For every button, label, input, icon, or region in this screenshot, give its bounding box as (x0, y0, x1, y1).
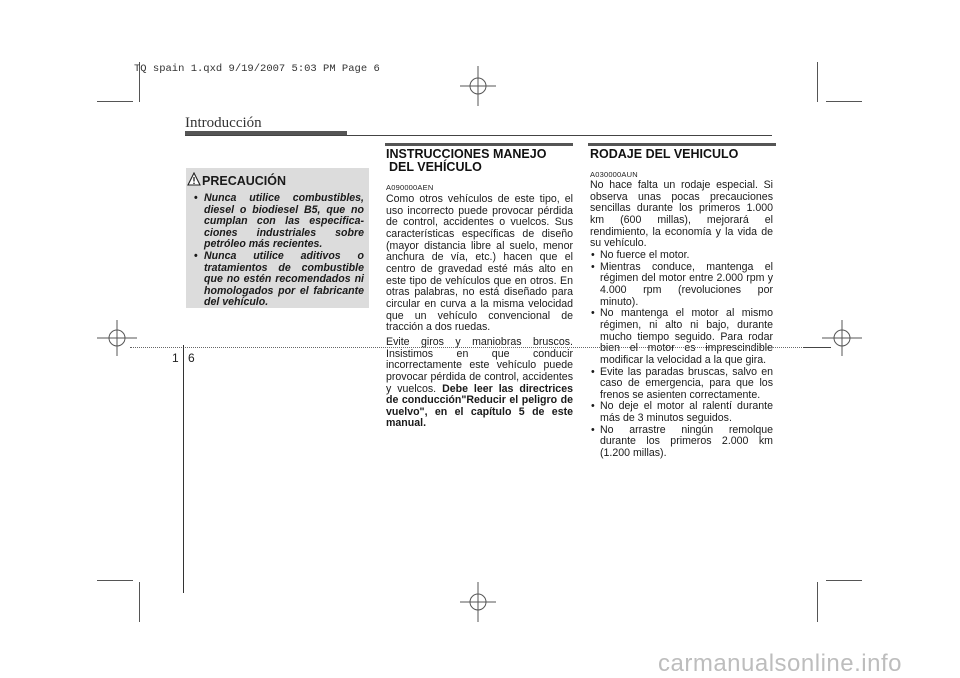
registration-mark-icon (458, 66, 498, 106)
list-item (590, 308, 773, 366)
list-item (590, 425, 773, 460)
paragraph: Como otros vehículos de este tipo, el uso incorrecto puede provocar pérdida de control, accidentes o vuelcos. Sus características específicas de diseño (mayor distancia libre al suelo, menor anchura de vía, etc.) hacen que el centro de gravedad esté más alto en este tipo de vehículos que en otros. En otras palabras, no está diseñado para circular en curva a la misma velocidad que un vehículo convencional de tracción a dos ruedas. (386, 193, 573, 334)
precaution-item-text: Nunca utilice aditivos o tratamientos de combustible que no estén recomendados ni homologados por el fabricante del vehículo. (204, 249, 364, 309)
section-body-driving (386, 194, 573, 433)
list-item-text: No deje el motor al ralentí durante más de 3 minutos seguidos. (600, 400, 773, 425)
paragraph (386, 337, 573, 430)
registration-mark-icon (822, 318, 862, 358)
crop-mark (817, 62, 818, 102)
crop-mark (826, 580, 862, 581)
folio-separator (183, 345, 184, 593)
bullet: • (194, 192, 198, 204)
breakin-list (590, 250, 773, 460)
watermark: carmanualsonline.info (658, 650, 902, 677)
precaution-list (194, 193, 364, 309)
chapter-number: 1 (172, 351, 179, 365)
list-item-text: No fuerce el motor. (600, 248, 690, 261)
registration-mark-icon (458, 582, 498, 622)
crop-mark (97, 101, 133, 102)
section-code: A030000AUN (590, 170, 638, 179)
crop-mark (97, 580, 133, 581)
section-title-line: DEL VEHÍCULO (389, 159, 482, 174)
section-title-breakin: RODAJE DEL VEHICULO (590, 147, 739, 161)
bullet: • (591, 423, 595, 436)
list-item-text: No mantenga el motor al mismo régimen, ni alto ni bajo, durante mucho tiempo seguido. Para rodar bien el motor es imprescindible modificar la velocidad a la que gira. (600, 307, 773, 366)
registration-mark-icon (97, 318, 137, 358)
precaution-box (186, 168, 369, 308)
section-title-line: INSTRUCCIONES MANEJO (386, 147, 547, 161)
footer-rule-end (803, 347, 831, 348)
precaution-item-text: Nunca utilice combustibles, diesel o biodiesel B5, que no cumplan con las especifica-ciones industriales sobre petróleo más recientes. (204, 192, 364, 251)
bullet: • (591, 260, 595, 273)
list-item (590, 401, 773, 424)
page-number: 6 (188, 351, 195, 365)
section-body-breakin (590, 180, 773, 460)
warning-triangle-icon (187, 172, 201, 186)
bullet: • (194, 249, 198, 262)
paragraph-emphasis: Debe leer las directrices de conducción"Reducir el peligro de vuelvo", en el capítulo 5 de este manual. (386, 382, 573, 430)
list-item-text: Evite las paradas bruscas, salvo en caso de emergencia, para que los frenos se asienten correctamente. (600, 365, 773, 401)
section-title-driving (386, 148, 546, 173)
bullet: • (591, 400, 595, 413)
bullet: • (591, 365, 595, 378)
crop-mark (826, 101, 862, 102)
header-section-title: Introducción (185, 115, 262, 131)
list-item (194, 193, 364, 251)
precaution-title: PRECAUCIÓN (202, 174, 287, 188)
paragraph: No hace falta un rodaje especial. Si observa unas pocas precauciones sencillas durante los primeros 1.000 km (600 millas), mejorará el rendimiento, la economía y la vida de su vehículo. (590, 179, 773, 250)
list-item (590, 262, 773, 309)
footer-dotted-rule (130, 347, 830, 348)
list-item-text: Mientras conduce, mantenga el régimen del motor entre 2.000 rpm y 4.000 rpm (revoluciones por minuto). (600, 260, 773, 308)
list-item (194, 251, 364, 309)
section-code: A090000AEN (386, 183, 434, 192)
list-item-text: No arrastre ningún remolque durante los primeros 2.000 km (1.200 millas). (600, 423, 773, 460)
list-item (590, 367, 773, 402)
section-rule (385, 143, 573, 146)
bullet: • (591, 307, 595, 320)
bullet: • (591, 248, 595, 261)
crop-mark (139, 582, 140, 622)
crop-mark (817, 582, 818, 622)
paragraph-text: Evite giros y maniobras bruscos. Insistimos en que conducir incorrectamente este vehículo puede provocar pérdida de control, accidentes y vuelcos. (386, 335, 573, 395)
print-slug: TQ spain 1.qxd 9/19/2007 5:03 PM Page 6 (134, 63, 380, 75)
header-rule (185, 135, 772, 136)
section-rule (588, 143, 776, 146)
